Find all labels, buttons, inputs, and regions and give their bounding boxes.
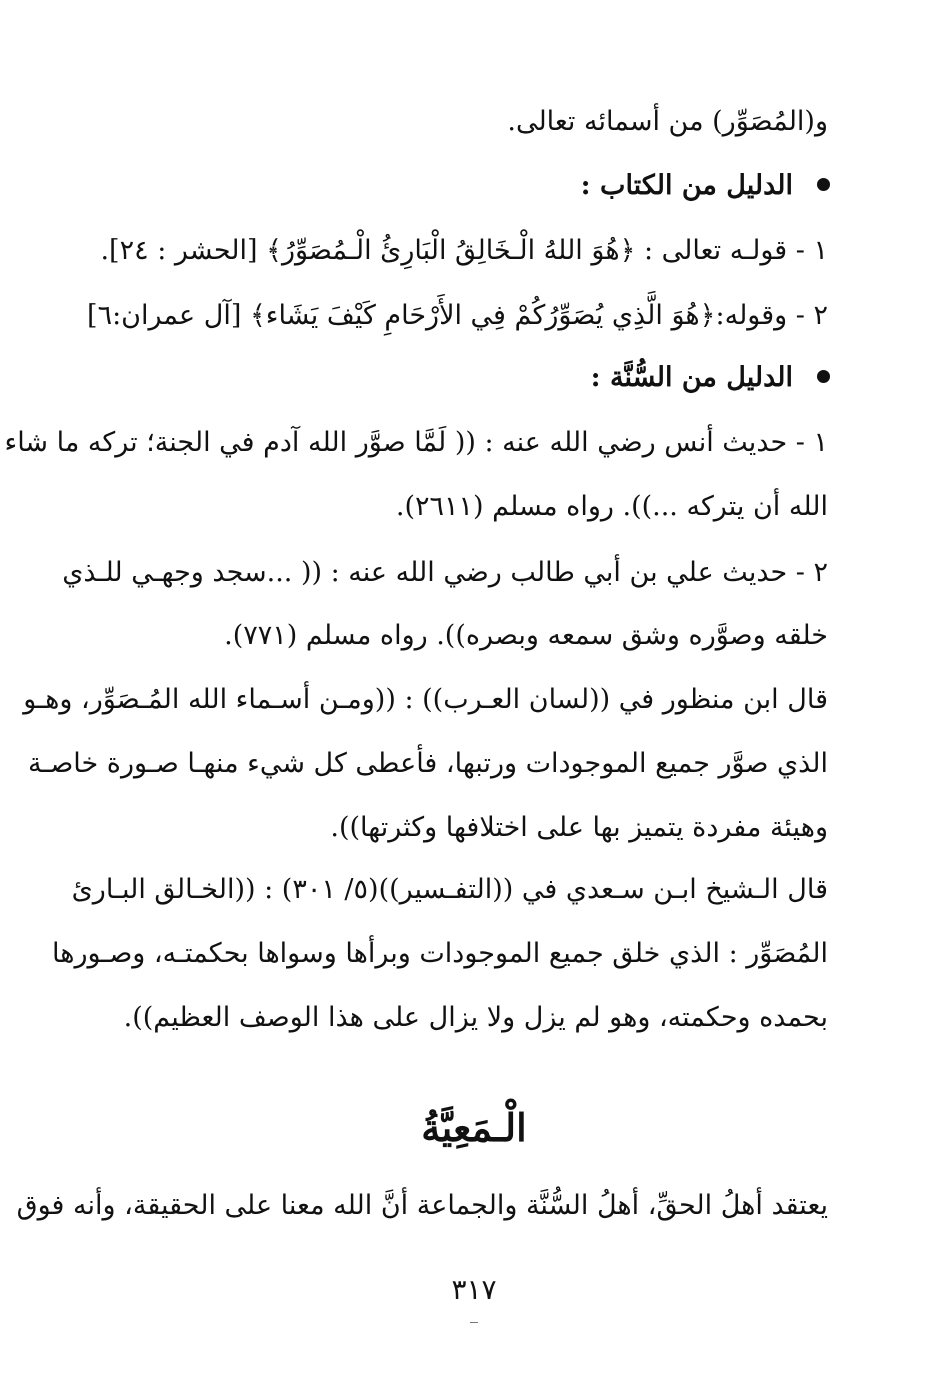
page-mark (470, 1322, 478, 1323)
hadith-1-line-1: ١ - حديث أنس رضي الله عنه : (( لَمَّا صوَّر الله آدم في الجنة؛ تركه ما شاء (4, 427, 828, 458)
page-number: ٣١٧ (451, 1273, 497, 1306)
paragraph-line: يعتقد أهلُ الحقِّ، أهلُ السُّنَّة والجماعة أنَّ الله معنا على الحقيقة، وأنه فوق (16, 1190, 828, 1221)
quote-ibn-manzur-line-3: وهيئة مفردة يتميز بها على اختلافها وكثرتها)). (330, 812, 828, 843)
quran-evidence-1: ١ - قولـه تعالى : ﴿هُوَ اللهُ الْـخَالِقُ الْبَارِئُ الْـمُصَوِّرُ﴾ [الحشر : ٢٤]. (100, 235, 828, 266)
section-heading-quran (118, 166, 830, 206)
section-heading-quran-text: الدليل من الكتاب : (580, 170, 793, 201)
bullet-icon (817, 178, 830, 191)
section-heading-sunnah (118, 358, 830, 398)
quote-ibn-manzur-line-2: الذي صوَّر جميع الموجودات ورتبها، فأعطى كل شيء منهـا صـورة خاصـة (28, 748, 828, 779)
quote-ibn-manzur-line-1: قال ابن منظور في ((لسان العـرب)) : ((ومـن أسـماء الله المُـصَوِّر، وهـو (23, 684, 828, 715)
intro-line: و(المُصَوِّر) من أسمائه تعالى. (507, 106, 828, 137)
hadith-1-line-2: الله أن يتركه ...)). رواه مسلم (٢٦١١). (395, 491, 828, 522)
quote-ibn-saadi-line-3: بحمده وحكمته، وهو لم يزل ولا يزال على هذا الوصف العظيم)). (123, 1002, 828, 1033)
hadith-2-line-1: ٢ - حديث علي بن أبي طالب رضي الله عنه : (( ...سجد وجهـي للـذي (62, 557, 828, 588)
quote-ibn-saadi-line-1: قال الـشيخ ابـن سـعدي في ((التفـسير))(٥/ ٣٠١) : ((الخـالق البـارئ (71, 874, 828, 905)
quote-ibn-saadi-line-2: المُصَوِّر : الذي خلق جميع الموجودات وبرأها وسواها بحكمتـه، وصـورها (52, 938, 828, 969)
section-title: الْـمَعِيَّةُ (421, 1105, 527, 1150)
section-heading-sunnah-text: الدليل من السُّنَّة : (590, 362, 793, 393)
bullet-icon (817, 370, 830, 383)
hadith-2-line-2: خلقه وصوَّره وشق سمعه وبصره)). رواه مسلم (٧٧١). (224, 620, 828, 651)
quran-evidence-2: ٢ - وقوله:﴿هُوَ الَّذِي يُصَوِّرُكُمْ فِي الأَرْحَامِ كَيْفَ يَشَاء﴾ [آل عمران:٦] (87, 300, 828, 331)
